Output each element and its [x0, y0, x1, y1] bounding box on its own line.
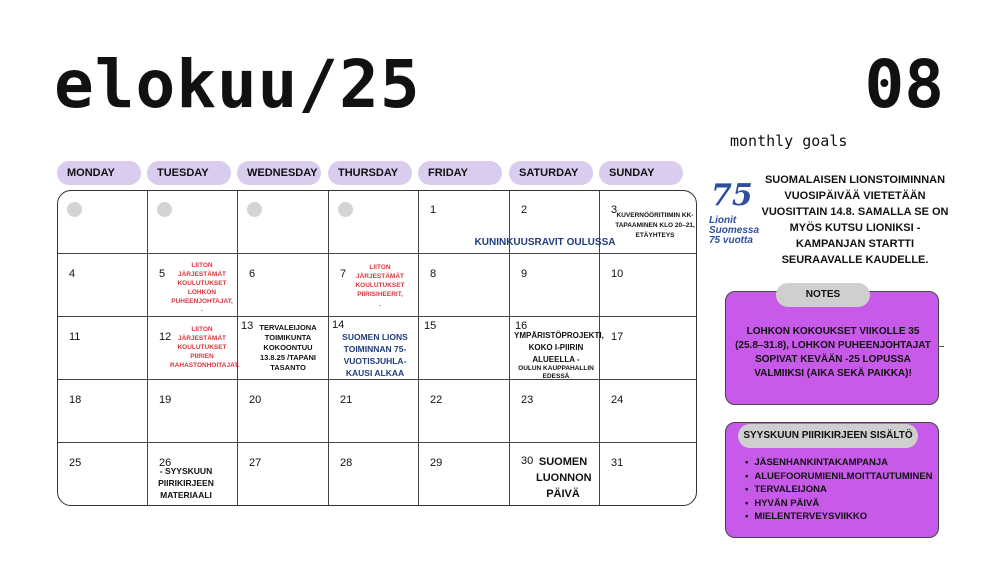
event-tervaleijona-committee: TERVALEIJONA TOIMIKUNTA KOKOONTUU 13.8.25 /TAPANI TASANTO	[259, 323, 317, 372]
logo-text	[709, 216, 759, 246]
calendar-cell-day-30[interactable]	[510, 443, 600, 506]
calendar-cell-day-13[interactable]	[238, 317, 329, 380]
calendar-cell-day-20[interactable]	[238, 380, 329, 443]
calendar-cell-day-12[interactable]	[148, 317, 238, 380]
calendar-cell-day-10[interactable]	[600, 254, 697, 317]
logo-number: 75	[711, 178, 753, 213]
list-item: • MIELENTERVEYSVIIKKO	[745, 510, 935, 524]
day-number: 30	[521, 455, 534, 467]
calendar-cell-day-16[interactable]	[510, 317, 604, 380]
day-number: 3	[611, 204, 618, 216]
day-number: 25	[69, 457, 82, 469]
list-item: • TERVALEIJONA	[745, 483, 935, 497]
day-number: 9	[521, 268, 528, 280]
calendar-cell-day-28[interactable]	[329, 443, 419, 506]
monthly-goals-label: monthly goals	[730, 132, 848, 150]
day-number: 31	[611, 457, 624, 469]
calendar-cell-day-17[interactable]	[600, 317, 697, 380]
day-number: 18	[69, 394, 82, 406]
calendar-cell-empty	[58, 191, 148, 254]
weekday-header-tuesday: TUESDAY	[147, 161, 231, 185]
event-training-dot: .	[379, 301, 381, 308]
calendar-cell-day-7[interactable]	[329, 254, 419, 317]
calendar-cell-day-27[interactable]	[238, 443, 329, 506]
day-number: 28	[340, 457, 353, 469]
divider	[938, 346, 944, 347]
calendar-cell-day-9[interactable]	[510, 254, 600, 317]
day-number: 22	[430, 394, 443, 406]
event-environment-project: YMPÄRISTÖPROJEKTI, KOKO I-PIIRIN ALUEELLA -	[514, 331, 604, 364]
logo-line-3: 75 vuotta	[709, 235, 753, 246]
event-september-letter-material: - SYYSKUUN PIIRIKIRJEEN MATERIAALI	[158, 466, 214, 500]
logo-line-2: Suomessa	[709, 225, 760, 236]
day-number: 29	[430, 457, 443, 469]
calendar-week-2	[58, 254, 697, 317]
day-number: 4	[69, 268, 76, 280]
event-training-dot: .	[201, 306, 203, 313]
notes-text: LOHKON KOKOUKSET VIIKOLLE 35 (25.8–31.8), LOHKON PUHEENJOHTAJAT SOPIVAT KEVÄÄN -25 LOPUSSA VALMIIKSI (AIKA SEKÄ PAIKKA)!	[735, 326, 931, 379]
calendar-cell-day-23[interactable]	[510, 380, 600, 443]
day-number: 14	[332, 319, 345, 331]
empty-day-marker	[157, 202, 172, 217]
day-number: 15	[424, 320, 437, 332]
event-training-treasurers: LIITON JÄRJESTÄMÄT KOULUTUKSET PIIRIEN RAHASTONHOITAJAT.	[170, 326, 240, 369]
day-number: 2	[521, 204, 528, 216]
day-number: 23	[521, 394, 534, 406]
weekday-header-wednesday: WEDNESDAY	[237, 161, 321, 185]
day-number: 26	[159, 457, 172, 469]
event-environment-location: OULUN KAUPPAHALLIN EDESSÄ	[518, 365, 594, 380]
empty-day-marker	[247, 202, 262, 217]
anniversary-info-text: SUOMALAISEN LIONSTOIMINNAN VUOSIPÄIVÄÄ VIETETÄÄN VUOSITTAIN 14.8. SAMALLA SE ON MYÖS KUTSU LIONIKSI - KAMPANJAN STARTTI SEURAAVALLE KAUDELLE.	[761, 174, 949, 266]
weekday-header-sunday: SUNDAY	[599, 161, 683, 185]
month-title: elokuu/25	[54, 46, 421, 123]
calendar-cell-day-26[interactable]	[148, 443, 238, 506]
month-number: 08	[864, 46, 944, 123]
calendar-cell-day-8[interactable]	[419, 254, 510, 317]
event-kuninkuusravit: KUNINKUUSRAVIT OULUSSA	[474, 237, 616, 248]
day-number: 21	[340, 394, 353, 406]
calendar-cell-day-6[interactable]	[238, 254, 329, 317]
list-item: • ALUEFOORUMIENILMOITTAUTUMINEN	[745, 470, 935, 484]
september-letter-label: SYYSKUUN PIIRIKIRJEEN SISÄLTÖ	[738, 424, 918, 448]
day-number: 1	[430, 204, 437, 216]
day-number: 10	[611, 268, 624, 280]
event-nature-day: SUOMEN LUONNON PÄIVÄ	[536, 456, 592, 500]
day-number: 13	[241, 320, 254, 332]
calendar-cell-empty	[238, 191, 329, 254]
calendar-week-1	[58, 191, 697, 254]
calendar-cell-day-19[interactable]	[148, 380, 238, 443]
calendar-cell-day-31[interactable]	[600, 443, 697, 506]
calendar-cell-day-5[interactable]	[148, 254, 238, 317]
event-training-district-sheriffs: LIITON JÄRJESTÄMÄT KOULUTUKSET PIIRISIHEERIT,	[355, 264, 405, 298]
calendar-grid	[57, 190, 697, 506]
weekday-header-friday: FRIDAY	[418, 161, 502, 185]
calendar-cell-day-11[interactable]	[58, 317, 148, 380]
calendar-cell-day-15[interactable]	[419, 317, 510, 380]
calendar-week-4	[58, 380, 697, 443]
day-number: 24	[611, 394, 624, 406]
day-number: 6	[249, 268, 256, 280]
day-number: 17	[611, 331, 624, 343]
event-lions-75-anniversary: SUOMEN LIONS TOIMINNAN 75-VUOTISJUHLA-KAUSI ALKAA	[342, 332, 408, 378]
calendar-cell-day-29[interactable]	[419, 443, 510, 506]
day-number: 27	[249, 457, 262, 469]
calendar-cell-day-21[interactable]	[329, 380, 419, 443]
calendar-cell-day-14[interactable]	[329, 317, 419, 380]
calendar-cell-day-4[interactable]	[58, 254, 148, 317]
calendar-week-5	[58, 443, 697, 506]
event-governor-team-meeting: KUVERNÖÖRITIIMIN KK-TAPAAMINEN KLO 20–21, ETÄYHTEYS	[615, 212, 695, 239]
day-number: 20	[249, 394, 262, 406]
day-number: 5	[159, 268, 166, 280]
list-item: • HYVÄN PÄIVÄ	[745, 497, 935, 511]
calendar-cell-day-18[interactable]	[58, 380, 148, 443]
weekday-header-thursday: THURSDAY	[328, 161, 412, 185]
calendar-week-3	[58, 317, 697, 380]
calendar-cell-day-25[interactable]	[58, 443, 148, 506]
empty-day-marker	[67, 202, 82, 217]
day-number: 7	[340, 268, 347, 280]
list-item: • JÄSENHANKINTAKAMPANJA	[745, 456, 935, 470]
logo-line-1: Lionit	[709, 215, 737, 226]
calendar-cell-day-24[interactable]	[600, 380, 697, 443]
calendar-cell-day-22[interactable]	[419, 380, 510, 443]
day-number: 8	[430, 268, 437, 280]
calendar-cell-empty	[329, 191, 419, 254]
event-training-block-chairs: LIITON JÄRJESTÄMÄT KOULUTUKSET LOHKON PUHEENJOHTAJAT,	[171, 262, 233, 305]
day-number: 19	[159, 394, 172, 406]
september-letter-list	[745, 456, 935, 524]
weekday-header-monday: MONDAY	[57, 161, 141, 185]
weekday-header-saturday: SATURDAY	[509, 161, 593, 185]
calendar-cell-empty	[148, 191, 238, 254]
empty-day-marker	[338, 202, 353, 217]
day-number: 11	[69, 331, 81, 343]
day-number: 16	[515, 320, 528, 332]
notes-label: NOTES	[776, 283, 870, 307]
day-number: 12	[159, 331, 172, 343]
